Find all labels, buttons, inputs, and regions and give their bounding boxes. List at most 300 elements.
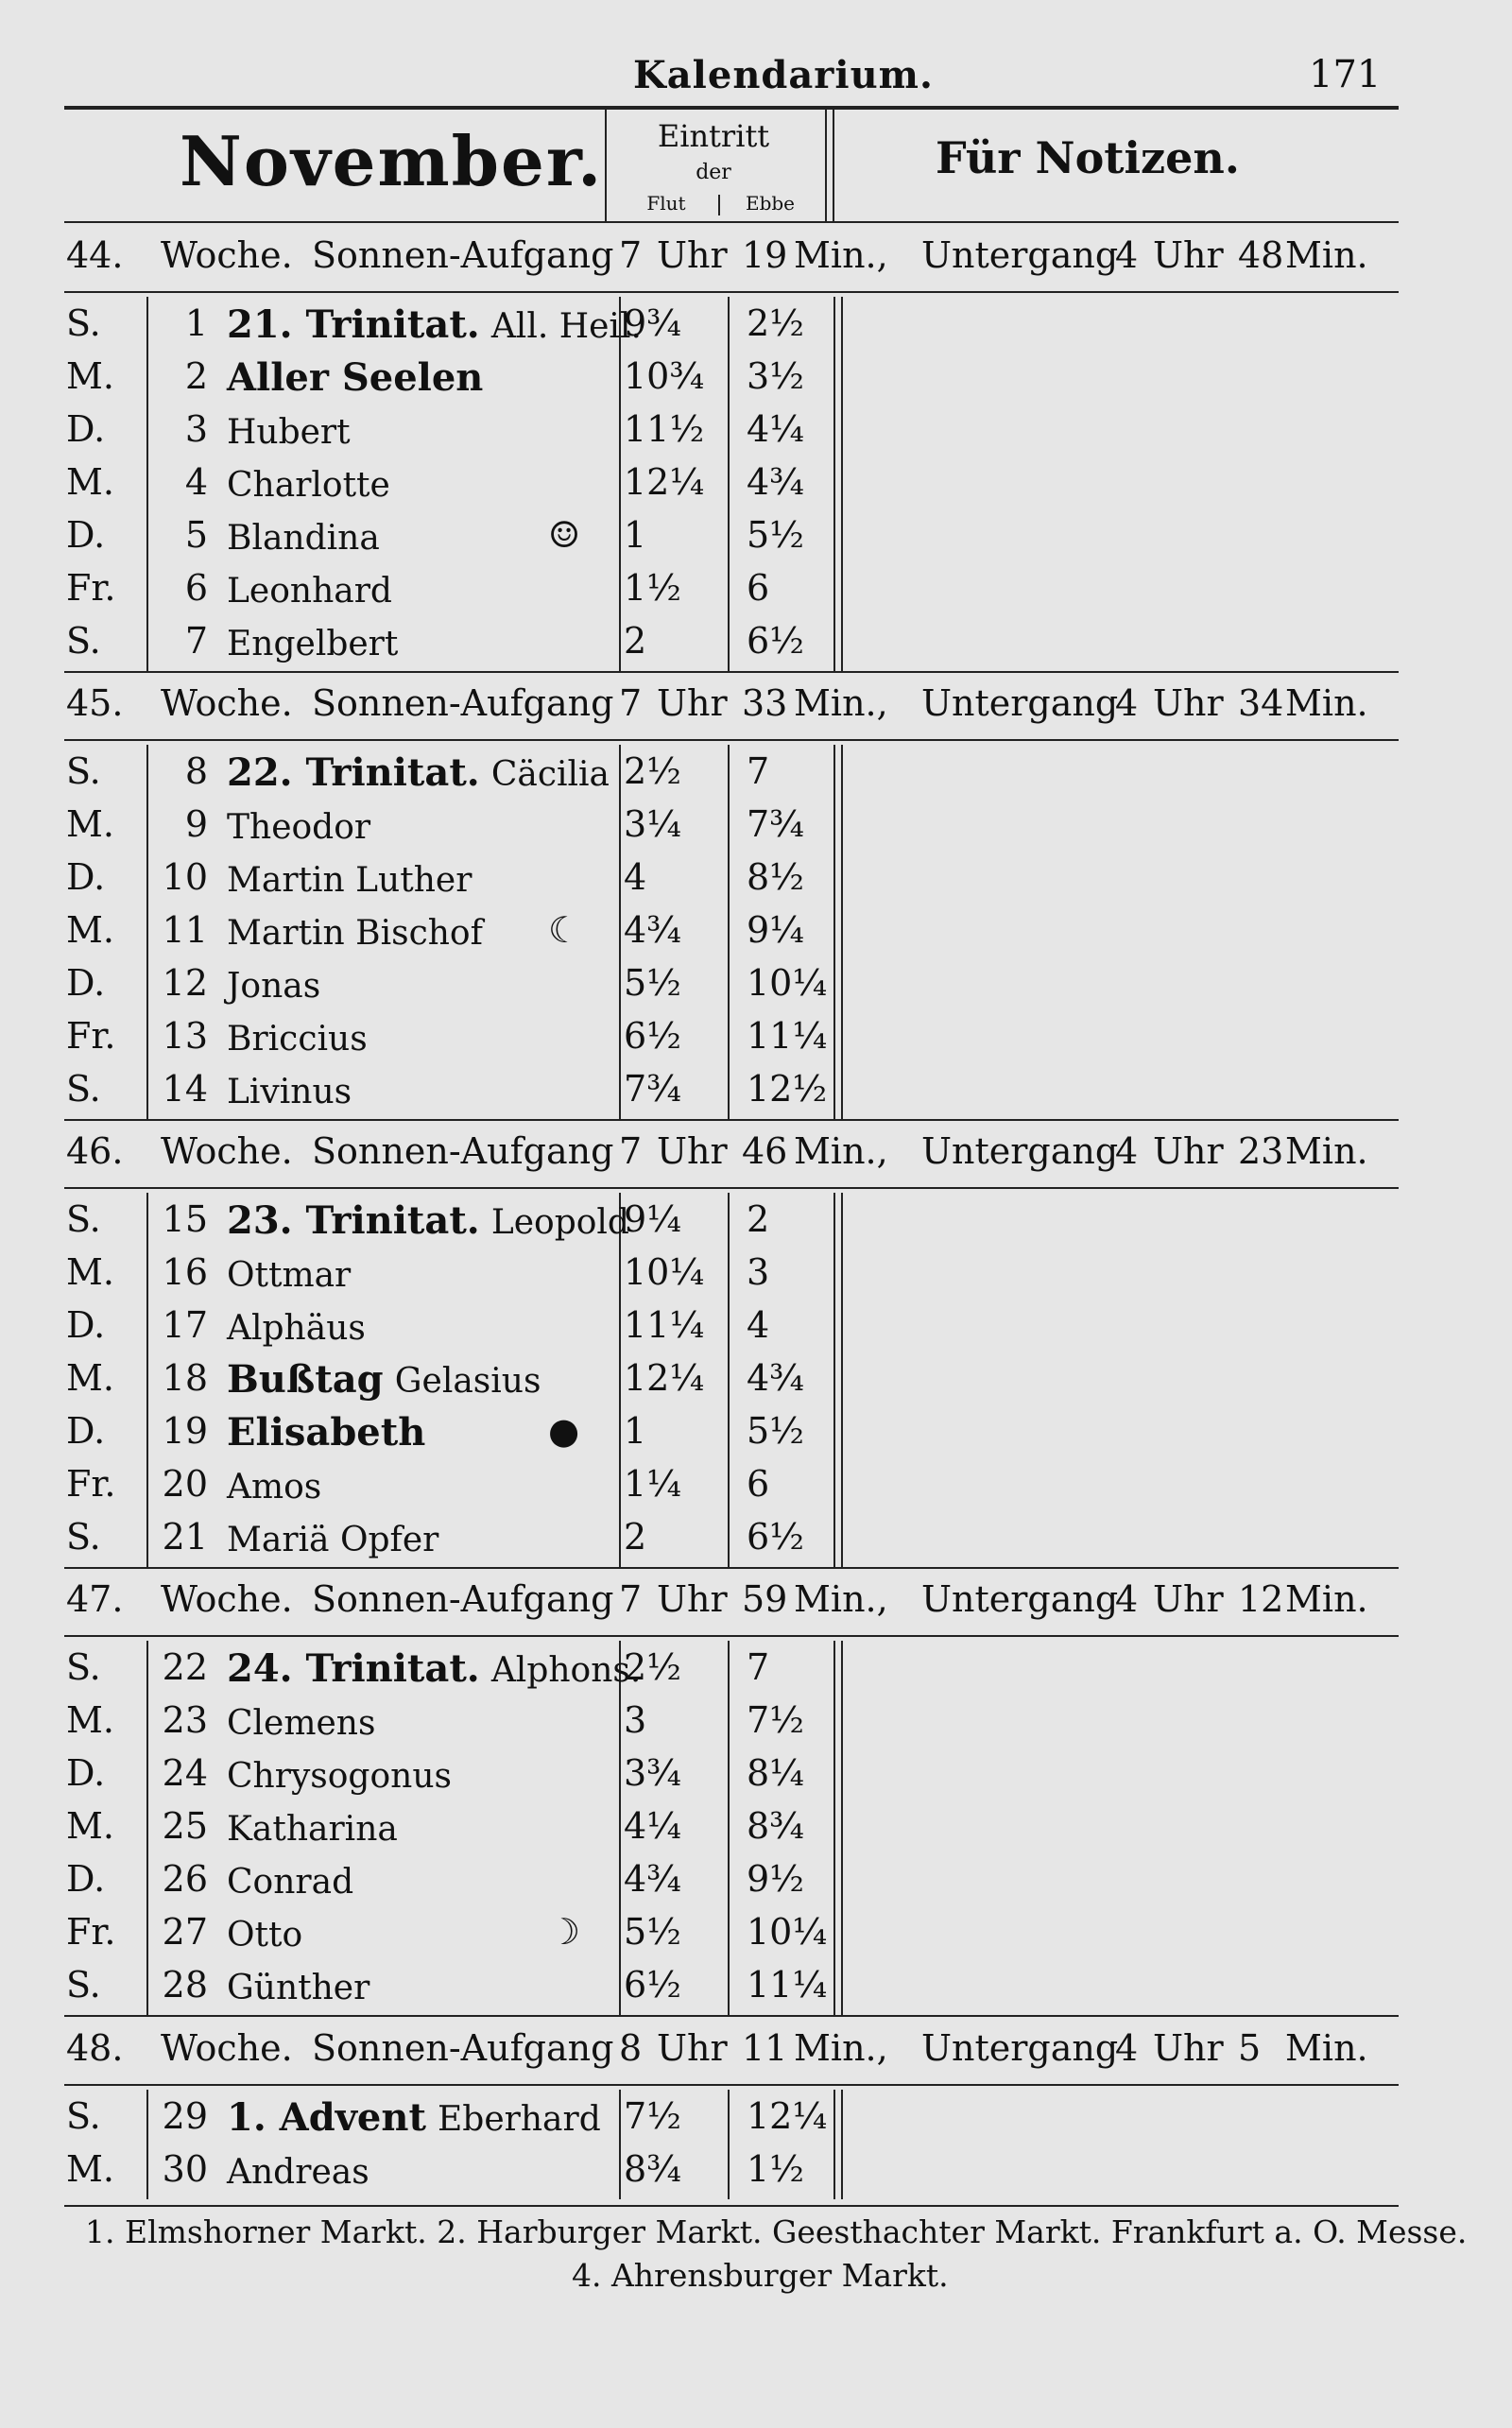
saint-name: Charlotte xyxy=(227,466,390,505)
weekday: M. xyxy=(66,355,114,397)
weekday: S. xyxy=(66,302,101,344)
day-row xyxy=(66,1068,1418,1121)
ebbe-time: 4¾ xyxy=(747,461,805,503)
flut-time: 8¾ xyxy=(624,2148,682,2190)
flut-time: 3¼ xyxy=(624,803,682,845)
der-label: der xyxy=(696,161,731,184)
saint-name: Engelbert xyxy=(227,625,399,663)
week-uhr2: Uhr xyxy=(1153,1578,1224,1620)
day-names xyxy=(227,909,483,954)
saint-name: Gelasius xyxy=(394,1362,541,1401)
week-u-m: 23 xyxy=(1238,1130,1284,1172)
day-row xyxy=(66,1858,1418,1911)
week-u-h: 4 xyxy=(1115,1578,1139,1620)
running-title: Kalendarium. xyxy=(633,53,934,97)
flut-time: 1 xyxy=(624,514,647,556)
week-header xyxy=(66,234,1418,287)
ebbe-time: 12½ xyxy=(747,1068,828,1110)
day-number: 9 xyxy=(184,803,208,845)
flut-time: 10¾ xyxy=(624,355,705,397)
flut-time: 4¾ xyxy=(624,1858,682,1900)
weekday: D. xyxy=(66,408,106,450)
day-number: 3 xyxy=(184,408,208,450)
week-sonnen: Sonnen-Aufgang xyxy=(312,682,614,724)
footer-line-1: 1. Elmshorner Markt. 2. Harburger Markt. Geesthachter Markt. Frankfurt a. O. Messe. xyxy=(85,2213,1468,2250)
day-names xyxy=(227,2095,601,2140)
saint-name: Alphons. xyxy=(490,1651,642,1690)
day-row xyxy=(66,567,1418,620)
weekday: D. xyxy=(66,856,106,898)
ebbe-time: 11¼ xyxy=(747,1015,828,1057)
saint-name: Martin Bischof xyxy=(227,914,483,953)
flut-time: 9¼ xyxy=(624,1198,682,1240)
ebbe-time: 3 xyxy=(747,1251,770,1293)
feast-name: Elisabeth xyxy=(227,1410,426,1455)
week-num: 44. xyxy=(66,234,124,276)
flut-ebbe-divider xyxy=(718,195,720,215)
day-row xyxy=(66,1357,1418,1410)
ebbe-time: 8¾ xyxy=(747,1805,805,1847)
flut-time: 6½ xyxy=(624,1964,682,2006)
weekday: S. xyxy=(66,750,101,792)
weekday: D. xyxy=(66,1858,106,1900)
day-number: 13 xyxy=(162,1015,208,1057)
running-header xyxy=(0,53,1512,100)
ebbe-time: 5½ xyxy=(747,1410,805,1452)
day-number: 26 xyxy=(162,1858,208,1900)
week-a-h: 7 xyxy=(619,234,643,276)
day-row xyxy=(66,1251,1418,1304)
flut-time: 7¾ xyxy=(624,1068,682,1110)
weekday: M. xyxy=(66,1357,114,1399)
week-sonnen: Sonnen-Aufgang xyxy=(312,2027,614,2069)
saint-name: Amos xyxy=(227,1468,322,1507)
ebbe-time: 4¼ xyxy=(747,408,805,450)
day-number: 15 xyxy=(162,1198,208,1240)
day-names xyxy=(227,620,398,664)
day-names xyxy=(227,1015,368,1059)
ebbe-time: 7 xyxy=(747,750,770,792)
saint-name: Conrad xyxy=(227,1863,354,1902)
day-names xyxy=(227,514,380,559)
flut-label: Flut xyxy=(646,192,686,215)
week-uhr2: Uhr xyxy=(1153,682,1224,724)
weekday: D. xyxy=(66,514,106,556)
day-number: 30 xyxy=(162,2148,208,2190)
flut-time: 2 xyxy=(624,1516,647,1558)
month-title: November. xyxy=(180,121,604,201)
week-num: 47. xyxy=(66,1578,124,1620)
week-uhr1: Uhr xyxy=(657,1130,728,1172)
day-number: 25 xyxy=(162,1805,208,1847)
day-number: 4 xyxy=(184,461,208,503)
ebbe-time: 4 xyxy=(747,1304,770,1346)
weekday: S. xyxy=(66,620,101,662)
feast-name: 21. Trinitat. xyxy=(227,302,480,347)
saint-name: Martin Luther xyxy=(227,861,472,900)
flut-time: 10¼ xyxy=(624,1251,705,1293)
day-number: 5 xyxy=(184,514,208,556)
flut-time: 12¼ xyxy=(624,1357,705,1399)
flut-time: 1 xyxy=(624,1410,647,1452)
day-number: 19 xyxy=(162,1410,208,1452)
weekday: D. xyxy=(66,962,106,1004)
saint-name: Blandina xyxy=(227,519,380,558)
day-names xyxy=(227,962,320,1007)
day-number: 27 xyxy=(162,1911,208,1953)
flut-time: 7½ xyxy=(624,2095,682,2137)
weekday: S. xyxy=(66,1198,101,1240)
saint-name: Otto xyxy=(227,1916,303,1954)
weekday: Fr. xyxy=(66,1015,116,1057)
week-a-m: 59 xyxy=(742,1578,788,1620)
week-u-m: 34 xyxy=(1238,682,1284,724)
day-names xyxy=(227,302,642,347)
week-sonnen: Sonnen-Aufgang xyxy=(312,234,614,276)
weekday: Fr. xyxy=(66,1911,116,1953)
week-min1: Min., xyxy=(794,1578,888,1620)
saint-name: Jonas xyxy=(227,967,321,1006)
week-woche: Woche. xyxy=(161,1578,293,1620)
day-row xyxy=(66,302,1418,355)
saint-name: Hubert xyxy=(227,413,351,452)
week-num: 45. xyxy=(66,682,124,724)
day-row xyxy=(66,1964,1418,2017)
day-names xyxy=(227,1516,438,1560)
weekday: M. xyxy=(66,909,114,951)
saint-name: Eberhard xyxy=(438,2100,601,2139)
week-rule xyxy=(64,2084,1399,2086)
week-uhr1: Uhr xyxy=(657,234,728,276)
day-row xyxy=(66,1410,1418,1463)
weekday: M. xyxy=(66,1805,114,1847)
day-number: 28 xyxy=(162,1964,208,2006)
ebbe-time: 9½ xyxy=(747,1858,805,1900)
day-number: 6 xyxy=(184,567,208,609)
moon-phase-icon: ☺ xyxy=(548,514,581,556)
day-row xyxy=(66,355,1418,408)
weekday: S. xyxy=(66,1646,101,1688)
ebbe-time: 6½ xyxy=(747,1516,805,1558)
day-names xyxy=(227,461,390,506)
title-divider-1 xyxy=(605,110,607,221)
day-names xyxy=(227,1410,425,1455)
day-names xyxy=(227,1463,321,1507)
week-header xyxy=(66,2027,1418,2080)
page-number: 171 xyxy=(1309,53,1382,96)
day-names xyxy=(227,1699,375,1744)
day-names xyxy=(227,408,351,453)
day-row xyxy=(66,1198,1418,1251)
feast-name: 1. Advent xyxy=(227,2095,426,2140)
week-min1: Min., xyxy=(794,234,888,276)
flut-time: 2½ xyxy=(624,750,682,792)
day-row xyxy=(66,1699,1418,1752)
flut-time: 11¼ xyxy=(624,1304,705,1346)
ebbe-time: 2½ xyxy=(747,302,805,344)
flut-time: 1¼ xyxy=(624,1463,682,1505)
week-u-h: 4 xyxy=(1115,2027,1139,2069)
week-a-h: 7 xyxy=(619,1130,643,1172)
week-header xyxy=(66,1578,1418,1631)
day-row xyxy=(66,1646,1418,1699)
day-number: 21 xyxy=(162,1516,208,1558)
week-u-m: 48 xyxy=(1238,234,1284,276)
moon-phase-icon: ☾ xyxy=(548,909,581,951)
flut-time: 12¼ xyxy=(624,461,705,503)
flut-time: 1½ xyxy=(624,567,682,609)
feast-name: 23. Trinitat. xyxy=(227,1198,480,1243)
day-names xyxy=(227,1198,629,1243)
day-row xyxy=(66,750,1418,803)
day-row xyxy=(66,962,1418,1015)
top-rule xyxy=(64,106,1399,110)
week-uhr1: Uhr xyxy=(657,2027,728,2069)
title-divider-2a xyxy=(825,110,827,221)
day-names xyxy=(227,1068,352,1112)
flut-time: 4¼ xyxy=(624,1805,682,1847)
day-number: 22 xyxy=(162,1646,208,1688)
saint-name: Theodor xyxy=(227,808,371,847)
day-number: 1 xyxy=(184,302,208,344)
day-number: 14 xyxy=(162,1068,208,1110)
ebbe-time: 8½ xyxy=(747,856,805,898)
weekday: S. xyxy=(66,1068,101,1110)
weekday: M. xyxy=(66,1699,114,1741)
week-num: 48. xyxy=(66,2027,124,2069)
day-names xyxy=(227,803,370,848)
day-number: 7 xyxy=(184,620,208,662)
day-row xyxy=(66,1463,1418,1516)
day-names xyxy=(227,2148,369,2193)
weekday: D. xyxy=(66,1410,106,1452)
week-a-h: 8 xyxy=(619,2027,643,2069)
week-woche: Woche. xyxy=(161,682,293,724)
notes-heading: Für Notizen. xyxy=(936,132,1240,183)
ebbe-time: 7¾ xyxy=(747,803,805,845)
week-uhr2: Uhr xyxy=(1153,234,1224,276)
week-sonnen: Sonnen-Aufgang xyxy=(312,1130,614,1172)
week-untergang: Untergang xyxy=(921,1578,1119,1620)
ebbe-time: 7 xyxy=(747,1646,770,1688)
day-row xyxy=(66,909,1418,962)
ebbe-time: 10¼ xyxy=(747,1911,828,1953)
week-a-m: 33 xyxy=(742,682,788,724)
flut-time: 9¾ xyxy=(624,302,682,344)
flut-time: 11½ xyxy=(624,408,705,450)
day-number: 12 xyxy=(162,962,208,1004)
week-uhr2: Uhr xyxy=(1153,1130,1224,1172)
week-rule xyxy=(64,739,1399,741)
day-names xyxy=(227,1911,302,1955)
footer-rule xyxy=(64,2205,1399,2207)
ebbe-time: 9¼ xyxy=(747,909,805,951)
day-number: 29 xyxy=(162,2095,208,2137)
saint-name: Mariä Opfer xyxy=(227,1521,439,1559)
ebbe-time: 4¾ xyxy=(747,1357,805,1399)
saint-name: Günther xyxy=(227,1969,370,2007)
week-woche: Woche. xyxy=(161,2027,293,2069)
day-row xyxy=(66,408,1418,461)
week-sonnen: Sonnen-Aufgang xyxy=(312,1578,614,1620)
day-names xyxy=(227,1805,398,1850)
day-row xyxy=(66,620,1418,673)
week-rule xyxy=(64,1187,1399,1189)
day-names xyxy=(227,856,472,901)
ebbe-time: 8¼ xyxy=(747,1752,805,1794)
day-number: 10 xyxy=(162,856,208,898)
flut-time: 2 xyxy=(624,620,647,662)
flut-time: 3¾ xyxy=(624,1752,682,1794)
eintritt-label: Eintritt xyxy=(657,118,770,154)
ebbe-time: 6½ xyxy=(747,620,805,662)
day-row xyxy=(66,2148,1418,2201)
flut-time: 3 xyxy=(624,1699,647,1741)
day-row xyxy=(66,1015,1418,1068)
week-rule xyxy=(64,291,1399,293)
feast-name: Bußtag xyxy=(227,1357,384,1402)
day-row xyxy=(66,2095,1418,2148)
day-row xyxy=(66,514,1418,567)
day-names xyxy=(227,1964,369,2008)
weekday: M. xyxy=(66,803,114,845)
ebbe-time: 6 xyxy=(747,567,770,609)
ebbe-time: 6 xyxy=(747,1463,770,1505)
day-row xyxy=(66,856,1418,909)
day-names xyxy=(227,1357,541,1402)
day-row xyxy=(66,1752,1418,1805)
saint-name: Ottmar xyxy=(227,1256,352,1295)
week-a-h: 7 xyxy=(619,682,643,724)
day-names xyxy=(227,1251,351,1296)
week-uhr2: Uhr xyxy=(1153,2027,1224,2069)
ebbe-time: 2 xyxy=(747,1198,770,1240)
weekday: M. xyxy=(66,1251,114,1293)
week-u-m: 12 xyxy=(1238,1578,1284,1620)
week-woche: Woche. xyxy=(161,1130,293,1172)
flut-time: 6½ xyxy=(624,1015,682,1057)
day-row xyxy=(66,1516,1418,1569)
title-bottom-rule xyxy=(64,221,1399,223)
week-min2: Min. xyxy=(1285,1130,1368,1172)
moon-phase-icon: ● xyxy=(548,1410,580,1452)
ebbe-time: 3½ xyxy=(747,355,805,397)
ebbe-time: 10¼ xyxy=(747,962,828,1004)
weekday: S. xyxy=(66,2095,101,2137)
week-woche: Woche. xyxy=(161,234,293,276)
day-names xyxy=(227,567,392,611)
day-names xyxy=(227,1752,452,1797)
week-min1: Min., xyxy=(794,1130,888,1172)
weekday: S. xyxy=(66,1964,101,2006)
ebbe-time: 5½ xyxy=(747,514,805,556)
week-untergang: Untergang xyxy=(921,2027,1119,2069)
saint-name: Alphäus xyxy=(227,1309,366,1348)
day-number: 24 xyxy=(162,1752,208,1794)
flut-time: 4¾ xyxy=(624,909,682,951)
day-number: 2 xyxy=(184,355,208,397)
ebbe-time: 12¼ xyxy=(747,2095,828,2137)
saint-name: Chrysogonus xyxy=(227,1757,452,1796)
day-number: 23 xyxy=(162,1699,208,1741)
week-num: 46. xyxy=(66,1130,124,1172)
weekday: D. xyxy=(66,1752,106,1794)
week-u-h: 4 xyxy=(1115,234,1139,276)
day-row xyxy=(66,803,1418,856)
feast-name: 24. Trinitat. xyxy=(227,1646,480,1691)
footer-line-2: 4. Ahrensburger Markt. xyxy=(572,2257,949,2294)
saint-name: Andreas xyxy=(227,2153,369,2192)
day-number: 11 xyxy=(162,909,208,951)
day-row xyxy=(66,1911,1418,1964)
saint-name: All. Heil. xyxy=(490,307,642,346)
ebbe-time: 7½ xyxy=(747,1699,805,1741)
week-a-m: 46 xyxy=(742,1130,788,1172)
week-u-h: 4 xyxy=(1115,1130,1139,1172)
saint-name: Leopold xyxy=(490,1203,629,1242)
week-header xyxy=(66,1130,1418,1183)
week-untergang: Untergang xyxy=(921,682,1119,724)
saint-name: Katharina xyxy=(227,1810,398,1849)
day-names xyxy=(227,1304,366,1349)
week-min2: Min. xyxy=(1285,234,1368,276)
saint-name: Leonhard xyxy=(227,572,392,611)
week-a-h: 7 xyxy=(619,1578,643,1620)
week-min2: Min. xyxy=(1285,1578,1368,1620)
day-number: 8 xyxy=(184,750,208,792)
day-number: 20 xyxy=(162,1463,208,1505)
flut-time: 5½ xyxy=(624,962,682,1004)
saint-name: Clemens xyxy=(227,1704,376,1743)
day-row xyxy=(66,1805,1418,1858)
week-min2: Min. xyxy=(1285,682,1368,724)
weekday: Fr. xyxy=(66,1463,116,1505)
week-min2: Min. xyxy=(1285,2027,1368,2069)
week-header xyxy=(66,682,1418,735)
week-u-h: 4 xyxy=(1115,682,1139,724)
week-uhr1: Uhr xyxy=(657,682,728,724)
weekday: D. xyxy=(66,1304,106,1346)
feast-name: 22. Trinitat. xyxy=(227,750,480,795)
week-untergang: Untergang xyxy=(921,234,1119,276)
weekday: M. xyxy=(66,2148,114,2190)
week-min1: Min., xyxy=(794,682,888,724)
day-names xyxy=(227,1858,353,1903)
saint-name: Briccius xyxy=(227,1020,368,1059)
feast-name: Aller Seelen xyxy=(227,355,484,400)
day-names xyxy=(227,1646,641,1691)
weekday: M. xyxy=(66,461,114,503)
weekday: Fr. xyxy=(66,567,116,609)
week-u-m: 5 xyxy=(1238,2027,1262,2069)
week-rule xyxy=(64,1635,1399,1637)
saint-name: Cäcilia xyxy=(490,755,610,794)
saint-name: Livinus xyxy=(227,1073,352,1111)
day-number: 17 xyxy=(162,1304,208,1346)
flut-time: 4 xyxy=(624,856,647,898)
day-names xyxy=(227,750,610,795)
day-names xyxy=(227,355,483,400)
week-min1: Min., xyxy=(794,2027,888,2069)
ebbe-time: 11¼ xyxy=(747,1964,828,2006)
ebbe-label: Ebbe xyxy=(745,192,796,215)
week-uhr1: Uhr xyxy=(657,1578,728,1620)
day-row xyxy=(66,461,1418,514)
weekday: S. xyxy=(66,1516,101,1558)
day-number: 18 xyxy=(162,1357,208,1399)
week-a-m: 11 xyxy=(742,2027,788,2069)
week-a-m: 19 xyxy=(742,234,788,276)
